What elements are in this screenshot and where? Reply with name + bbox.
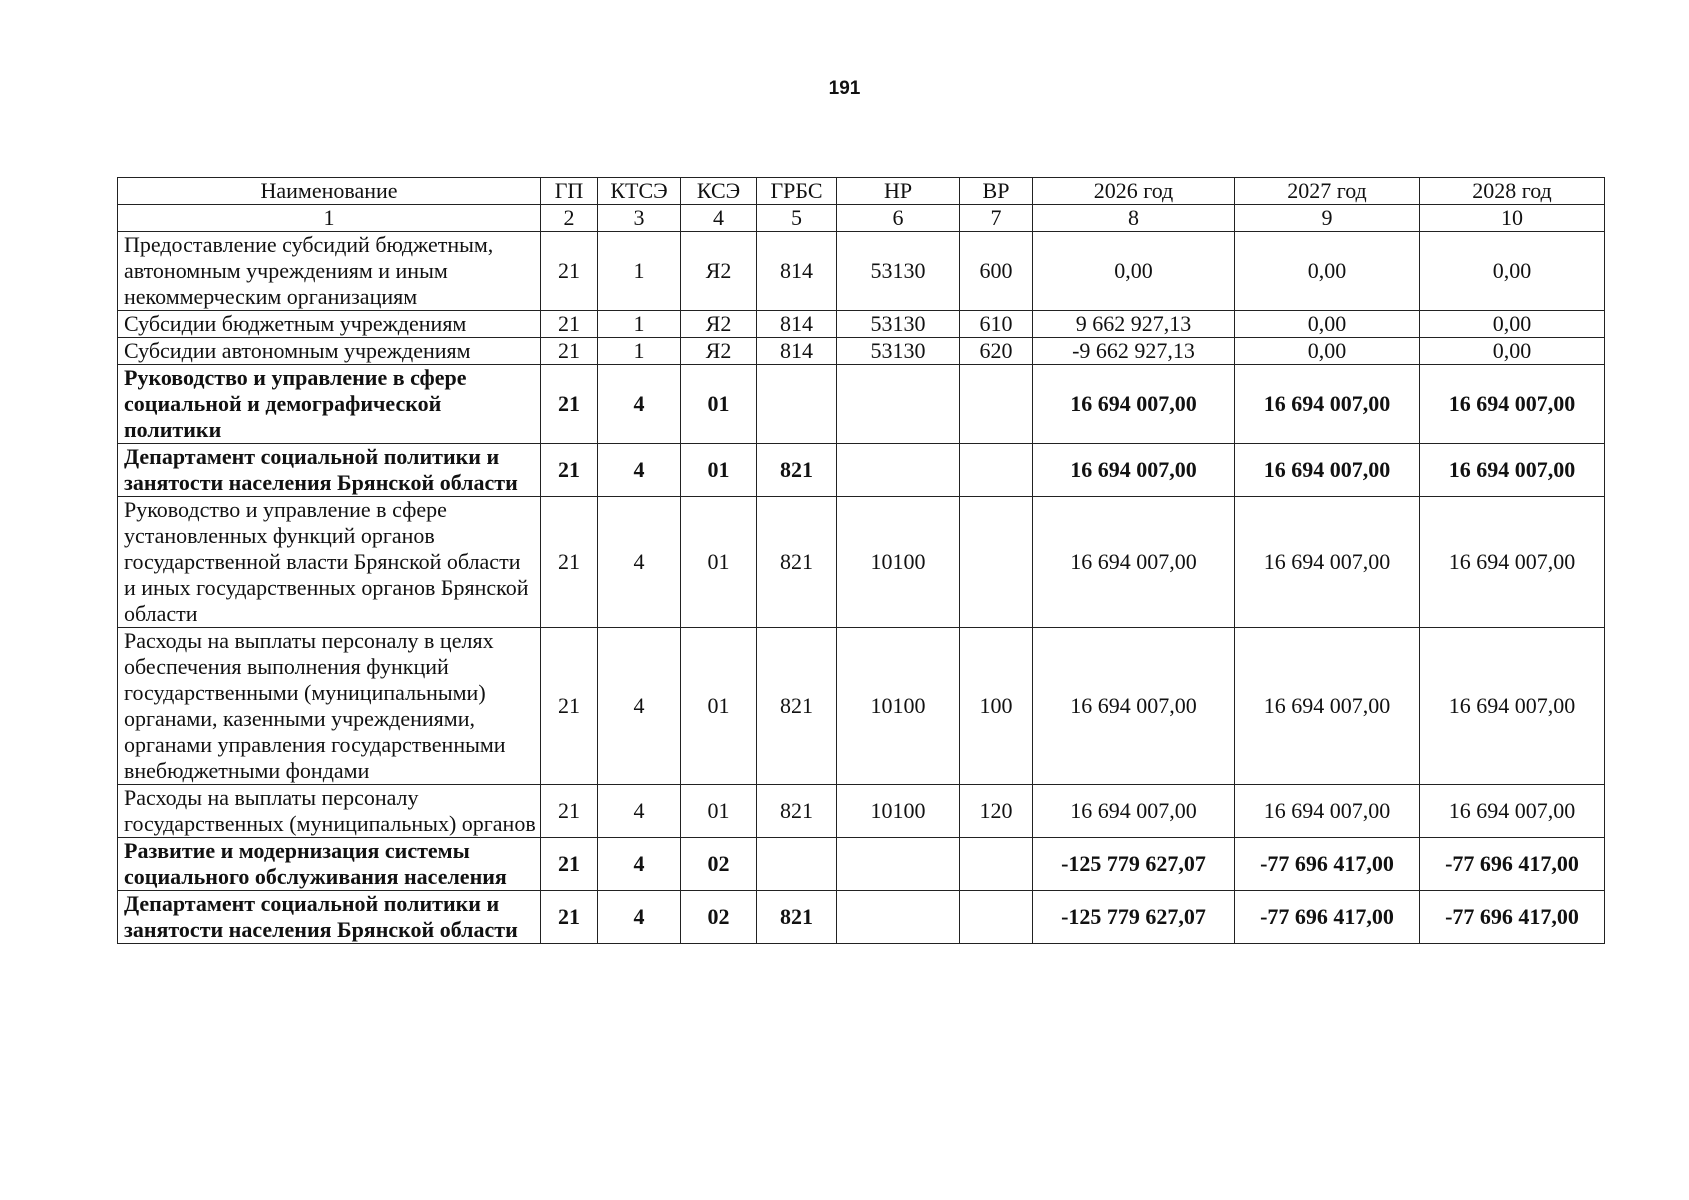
cell-2026: 16 694 007,00 [1033,628,1235,785]
cell-2028: 16 694 007,00 [1420,365,1605,444]
cell-2027: 16 694 007,00 [1235,497,1420,628]
cell-kse: 01 [681,497,757,628]
cell-vr [960,497,1033,628]
cell-nr [837,838,960,891]
cell-name: Субсидии бюджетным учреждениям [118,311,541,338]
table-row [118,497,1605,628]
cell-grbs: 814 [757,311,837,338]
cell-kse: Я2 [681,338,757,365]
table-row [118,838,1605,891]
cell-ktse: 1 [598,311,681,338]
cell-grbs: 821 [757,444,837,497]
table-row [118,365,1605,444]
table-body [118,205,1605,944]
cell-2026: -9 662 927,13 [1033,338,1235,365]
table-row [118,311,1605,338]
column-index-row [118,205,1605,232]
cell-name: Расходы на выплаты персоналу государственных (муниципальных) органов [118,785,541,838]
cell-gp: 21 [541,338,598,365]
cell-2027: -77 696 417,00 [1235,838,1420,891]
cell-grbs: 821 [757,891,837,944]
cell-2027: -77 696 417,00 [1235,891,1420,944]
cell-nr: 53130 [837,338,960,365]
index-cell: 2 [541,205,598,232]
cell-kse: 01 [681,785,757,838]
index-cell: 3 [598,205,681,232]
cell-grbs [757,838,837,891]
cell-grbs: 821 [757,785,837,838]
cell-2028: 16 694 007,00 [1420,785,1605,838]
table-row [118,232,1605,311]
table-row [118,444,1605,497]
page-number: 191 [828,78,861,99]
cell-ktse: 4 [598,365,681,444]
cell-name: Развитие и модернизация системы социального обслуживания населения [118,838,541,891]
cell-kse: Я2 [681,311,757,338]
cell-2026: -125 779 627,07 [1033,891,1235,944]
cell-gp: 21 [541,891,598,944]
cell-name: Руководство и управление в сфере социальной и демографической политики [118,365,541,444]
cell-ktse: 4 [598,785,681,838]
index-cell: 9 [1235,205,1420,232]
cell-gp: 21 [541,497,598,628]
index-cell: 7 [960,205,1033,232]
cell-2026: 16 694 007,00 [1033,444,1235,497]
cell-2027: 16 694 007,00 [1235,365,1420,444]
budget-table [117,177,1605,944]
index-cell: 1 [118,205,541,232]
table-row [118,338,1605,365]
cell-name: Руководство и управление в сфере установленных функций органов государственной власти Брянской области и иных государственных органов Брянской области [118,497,541,628]
index-cell: 8 [1033,205,1235,232]
index-cell: 6 [837,205,960,232]
cell-2026: 16 694 007,00 [1033,497,1235,628]
cell-ktse: 4 [598,628,681,785]
cell-name: Предоставление субсидий бюджетным, автономным учреждениям и иным некоммерческим организациям [118,232,541,311]
cell-2028: 16 694 007,00 [1420,444,1605,497]
header-kse: КСЭ [681,178,757,205]
cell-vr [960,838,1033,891]
cell-grbs: 814 [757,232,837,311]
cell-2026: -125 779 627,07 [1033,838,1235,891]
cell-nr [837,365,960,444]
cell-kse: 02 [681,838,757,891]
cell-2027: 0,00 [1235,338,1420,365]
cell-2026: 16 694 007,00 [1033,785,1235,838]
table-row [118,891,1605,944]
cell-ktse: 1 [598,338,681,365]
index-cell: 4 [681,205,757,232]
cell-2027: 0,00 [1235,311,1420,338]
cell-2028: -77 696 417,00 [1420,838,1605,891]
header-nr: НР [837,178,960,205]
header-gp: ГП [541,178,598,205]
cell-nr: 53130 [837,311,960,338]
header-2026: 2026 год [1033,178,1235,205]
cell-2027: 16 694 007,00 [1235,628,1420,785]
cell-2028: 16 694 007,00 [1420,497,1605,628]
cell-vr: 620 [960,338,1033,365]
header-2028: 2028 год [1420,178,1605,205]
cell-grbs [757,365,837,444]
cell-nr: 10100 [837,497,960,628]
cell-vr [960,365,1033,444]
cell-grbs: 821 [757,628,837,785]
cell-kse: 01 [681,365,757,444]
cell-2028: 16 694 007,00 [1420,628,1605,785]
cell-ktse: 1 [598,232,681,311]
cell-2028: 0,00 [1420,338,1605,365]
cell-2027: 16 694 007,00 [1235,785,1420,838]
header-name: Наименование [118,178,541,205]
header-ktse: КТСЭ [598,178,681,205]
cell-kse: 01 [681,628,757,785]
cell-name: Субсидии автономным учреждениям [118,338,541,365]
cell-gp: 21 [541,232,598,311]
cell-2027: 16 694 007,00 [1235,444,1420,497]
cell-gp: 21 [541,785,598,838]
header-vr: ВР [960,178,1033,205]
cell-kse: 01 [681,444,757,497]
cell-nr: 53130 [837,232,960,311]
table-row [118,628,1605,785]
cell-ktse: 4 [598,497,681,628]
cell-grbs: 814 [757,338,837,365]
cell-gp: 21 [541,838,598,891]
cell-nr [837,444,960,497]
cell-2026: 16 694 007,00 [1033,365,1235,444]
cell-vr: 120 [960,785,1033,838]
cell-nr: 10100 [837,628,960,785]
index-cell: 5 [757,205,837,232]
cell-2027: 0,00 [1235,232,1420,311]
cell-vr: 610 [960,311,1033,338]
cell-2028: 0,00 [1420,311,1605,338]
header-row [118,178,1605,205]
table-row [118,785,1605,838]
header-grbs: ГРБС [757,178,837,205]
cell-2026: 0,00 [1033,232,1235,311]
cell-grbs: 821 [757,497,837,628]
cell-kse: Я2 [681,232,757,311]
cell-vr: 100 [960,628,1033,785]
cell-name: Расходы на выплаты персоналу в целях обеспечения выполнения функций государственными (муниципальными) органами, казенными учреждениями, органами управления государственными внебюджетными фондами [118,628,541,785]
cell-vr [960,444,1033,497]
cell-nr [837,891,960,944]
cell-2028: -77 696 417,00 [1420,891,1605,944]
cell-ktse: 4 [598,838,681,891]
cell-ktse: 4 [598,891,681,944]
cell-gp: 21 [541,365,598,444]
cell-name: Департамент социальной политики и занятости населения Брянской области [118,891,541,944]
cell-gp: 21 [541,628,598,785]
cell-ktse: 4 [598,444,681,497]
index-cell: 10 [1420,205,1605,232]
cell-gp: 21 [541,311,598,338]
cell-2028: 0,00 [1420,232,1605,311]
cell-vr: 600 [960,232,1033,311]
cell-kse: 02 [681,891,757,944]
cell-nr: 10100 [837,785,960,838]
cell-name: Департамент социальной политики и занятости населения Брянской области [118,444,541,497]
header-2027: 2027 год [1235,178,1420,205]
cell-gp: 21 [541,444,598,497]
cell-vr [960,891,1033,944]
cell-2026: 9 662 927,13 [1033,311,1235,338]
